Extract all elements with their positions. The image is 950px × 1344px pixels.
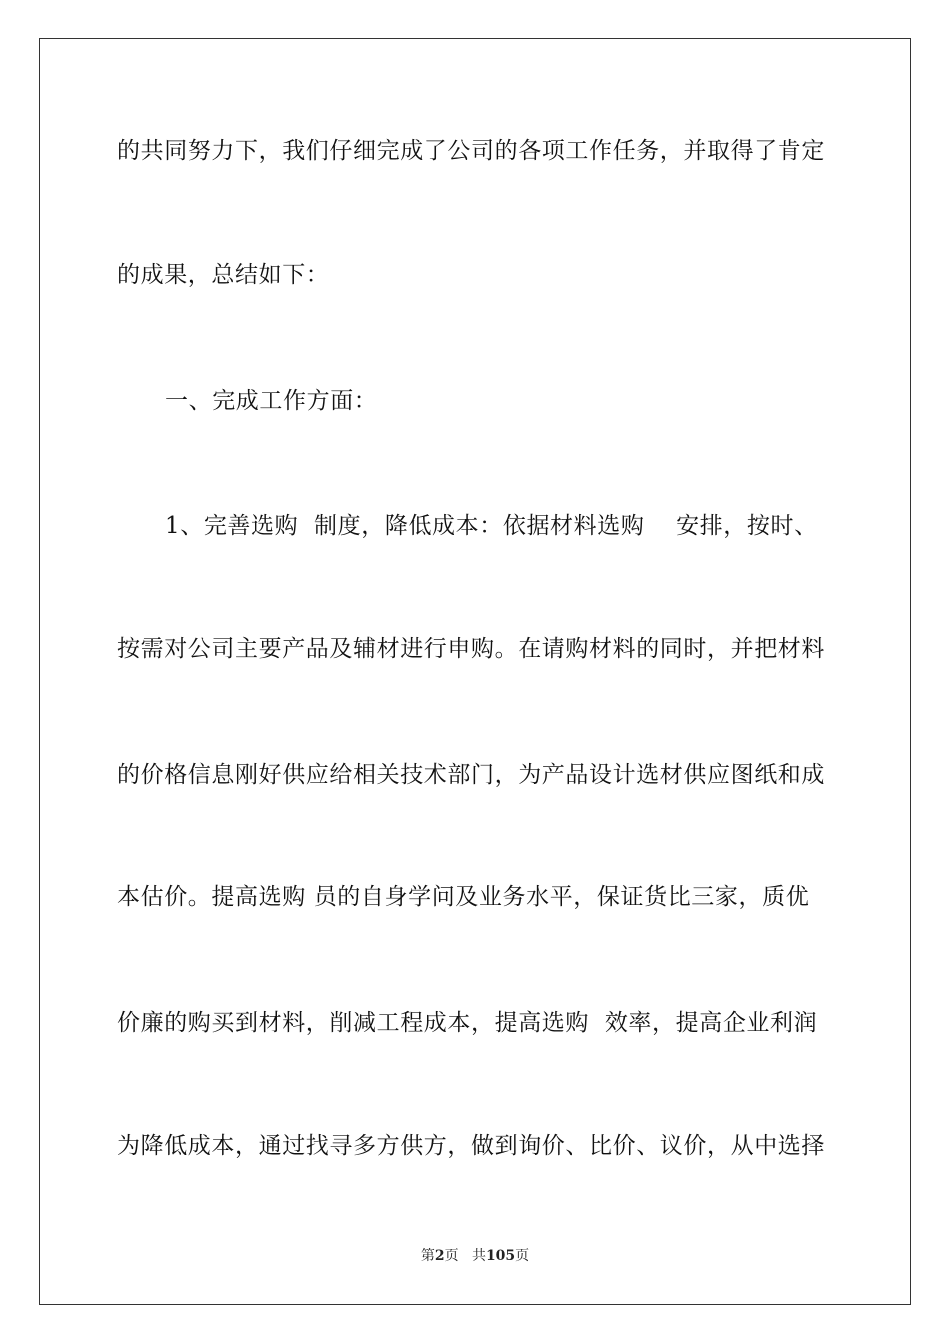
page-number: 2 [434,1248,445,1264]
page-suffix: 页 [444,1248,459,1264]
page-prefix: 第 [420,1248,435,1264]
total-suffix: 页 [515,1248,530,1264]
body-line-6: 的价格信息刚好供应给相关技术部门，为产品设计选材供应图纸和成 [117,762,825,788]
body-line-2: 的成果，总结如下： [117,262,330,288]
body-line-5: 按需对公司主要产品及辅材进行申购。在请购材料的同时，并把材料 [117,636,825,662]
total-pages: 105 [485,1248,516,1264]
page-footer [0,1247,950,1265]
body-line-9: 为降低成本，通过找寻多方供方，做到询价、比价、议价，从中选择 [117,1133,825,1159]
body-line-1: 的共同努力下，我们仔细完成了公司的各项工作任务，并取得了肯定 [117,138,825,164]
body-line-4: 1、完善选购 制度，降低成本：依据材料选购 安排，按时、 [165,513,818,539]
total-prefix: 共 [471,1248,486,1264]
body-line-7: 本估价。提高选购 员的自身学问及业务水平，保证货比三家，质优 [117,884,810,910]
body-line-8: 价廉的购买到材料，削减工程成本，提高选购 效率，提高企业利润 [117,1010,818,1036]
page-border [39,38,911,1305]
section-heading: 一、完成工作方面： [165,388,378,414]
